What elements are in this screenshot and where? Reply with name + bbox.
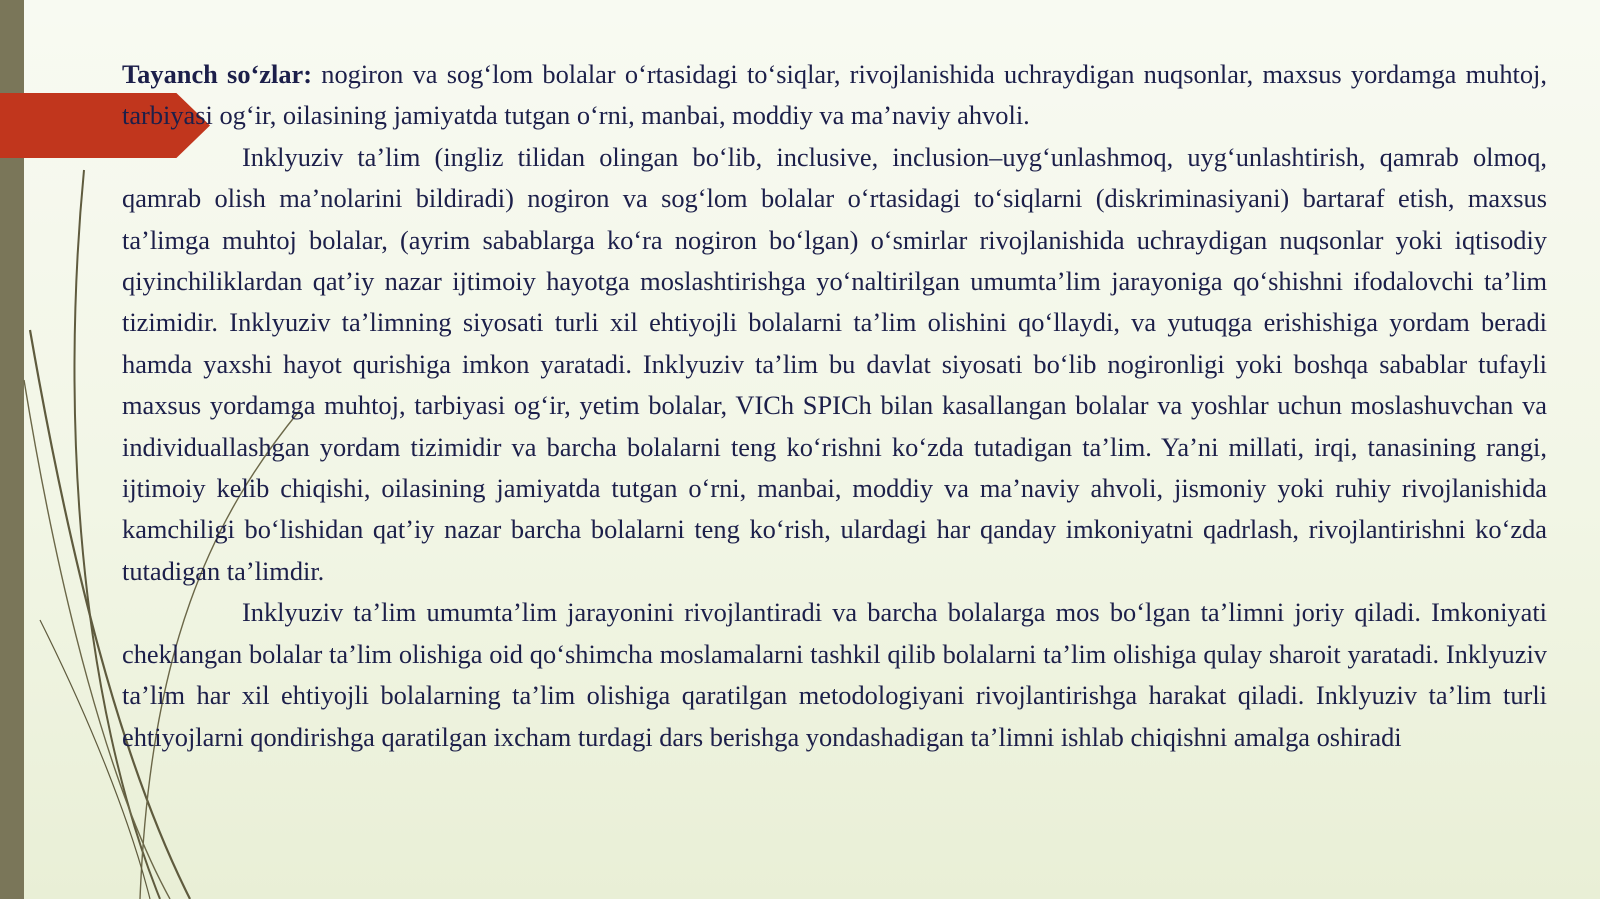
keywords-label: Tayanch so‘zlar: xyxy=(122,59,313,89)
paragraph-1: Inklyuziv ta’lim (ingliz tilidan olingan bo‘lib, inclusive, inclusion–uyg‘unlashmoq, uyg‘unlashtirish, qamrab olmoq, qamrab olish ma’nolarini bildiradi) nogiron va sog‘lom bolalar o‘rtasidagi to‘siqlarni (diskriminasiyani) bartaraf etish, maxsus ta’limga muhtoj bolalar, (ayrim sabablarga ko‘ra nogiron bo‘lgan) o‘smirlar rivojlanishida uchraydigan nuqsonlar yoki iqtisodiy qiyinchiliklardan qat’iy nazar ijtimoiy hayotga moslashtirishga yo‘naltirilgan umumta’lim jarayoniga qo‘shishni ifodalovchi ta’lim tizimidir. Inklyuziv ta’limning siyosati turli xil ehtiyojli bolalarni ta’lim olishini qo‘llaydi, va yutuqga erishishiga yordam beradi hamda yaxshi hayot qurishiga imkon yaratadi. Inklyuziv ta’lim bu davlat siyosati bo‘lib nogironligi yoki boshqa sabablar tufayli maxsus yordamga muhtoj, tarbiyasi og‘ir, yetim bolalar, VICh SPICh bilan kasallangan bolalar va yoshlar uchun moslashuvchan va individuallashgan yordam tizimidir va barcha bolalarni teng ko‘rishni ko‘zda tutadigan ta’lim. Ya’ni millati, irqi, tanasining rangi, ijtimoiy kelib chiqishi, oilasining jamiyatda tutgan o‘rni, manbai, moddiy va ma’naviy ahvoli, jismoniy yoki ruhiy rivojlanishida kamchiligi bo‘lishidan qat’iy nazar barcha bolalarni teng ko‘rish, ulardagi har qanday imkoniyatni qadrlash, rivojlantirishni ko‘zda tutadigan ta’limdir. xyxy=(122,141,1547,586)
slide-body-text xyxy=(122,54,1547,758)
keywords-paragraph xyxy=(122,54,1547,137)
paragraph-2: Inklyuziv ta’lim umumta’lim jarayonini rivojlantiradi va barcha bolalarga mos bo‘lgan ta’limni joriy qiladi. Imkoniyati cheklangan bolalar ta’lim olishiga oid qo‘shimcha moslamalarni tashkil qilib bolalarni ta’lim olishiga qulay sharoit yaratadi. Inklyuziv ta’lim har xil ehtiyojli bolalarning ta’lim olishiga qaratilgan metodologiyani rivojlantirishga harakat qiladi. Inklyuziv ta’lim turli ehtiyojlarni qondirishga qaratilgan ixcham turdagi dars berishga yondashadigan ta’limni ishlab chiqishni amalga oshiradi xyxy=(122,597,1547,752)
keywords-text: nogiron va sog‘lom bolalar o‘rtasidagi to‘siqlar, rivojlanishida uchraydigan nuqsonlar, maxsus yordamga muhtoj, tarbiyasi og‘ir, oilasining jamiyatda tutgan o‘rni, manbai, moddiy va ma’naviy ahvoli. xyxy=(122,59,1547,131)
